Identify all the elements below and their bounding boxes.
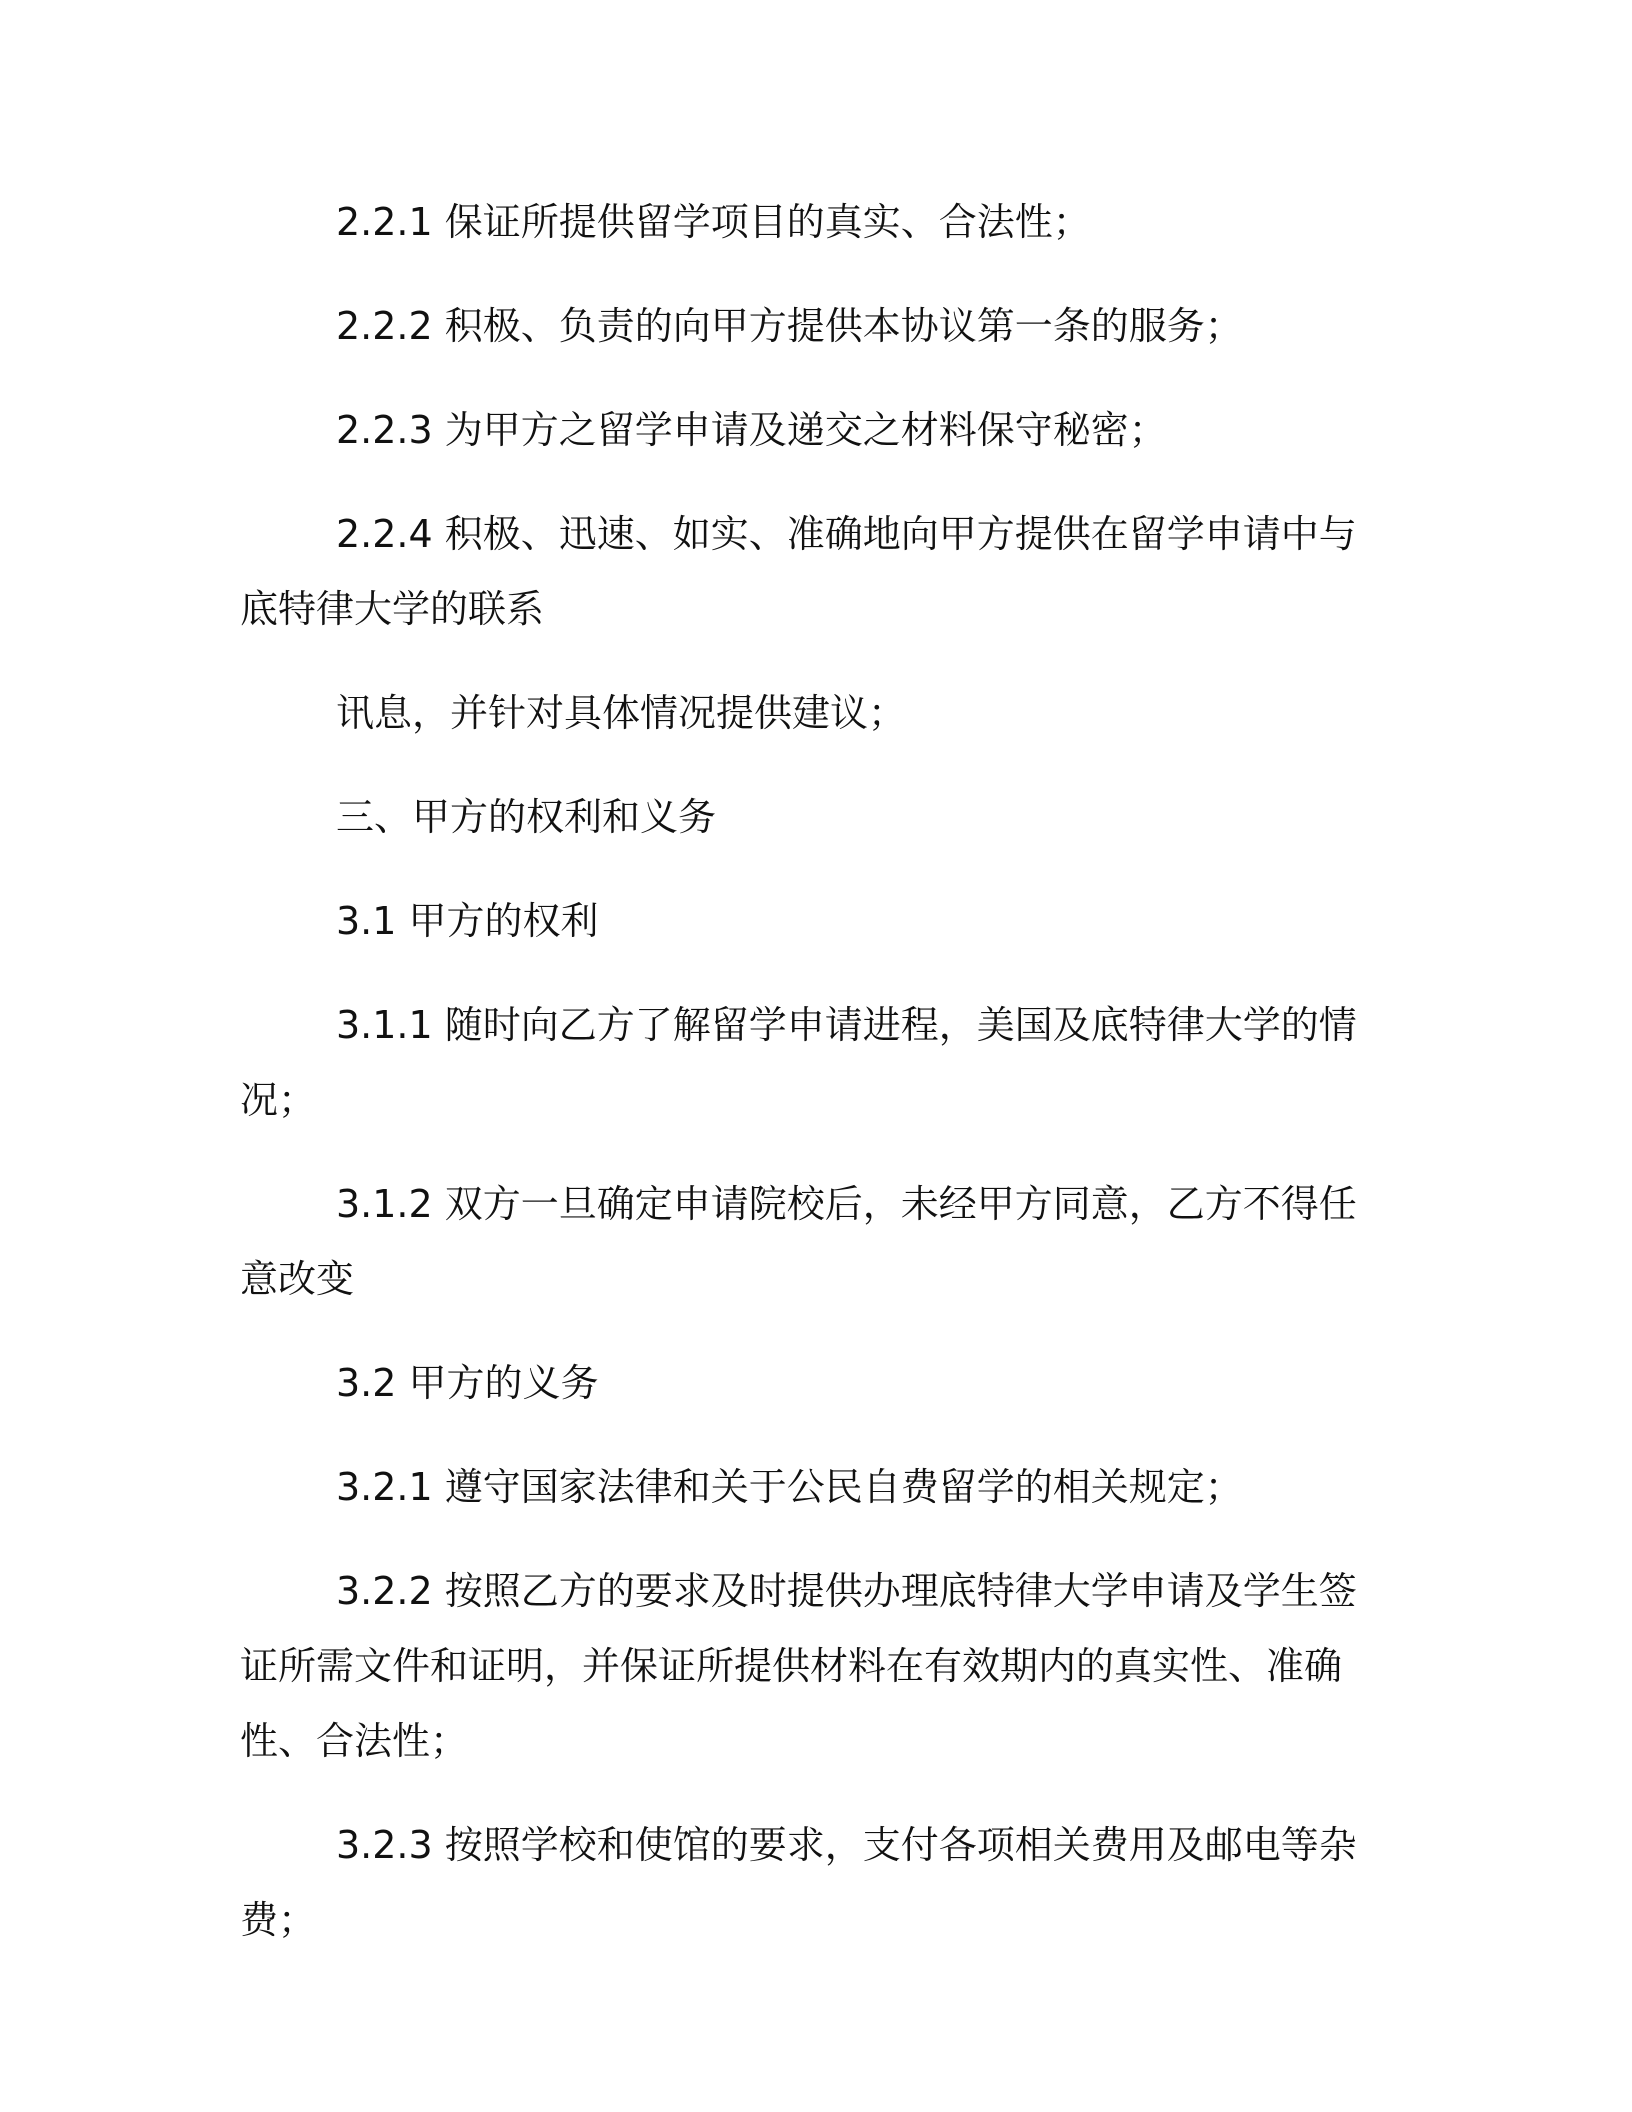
clause-3-2-2: 3.2.2 按照乙方的要求及时提供办理底特律大学申请及学生签证所需文件和证明，并保证所提供材料在有效期内的真实性、准确性、合法性；	[240, 1569, 1357, 1763]
clause-3-2-1: 3.2.1 遵守国家法律和关于公民自费留学的相关规定；	[336, 1465, 1243, 1509]
clause-3-2-3: 3.2.3 按照学校和使馆的要求，支付各项相关费用及邮电等杂费；	[240, 1823, 1357, 1942]
clause-2-2-1: 2.2.1 保证所提供留学项目的真实、合法性；	[336, 200, 1091, 244]
clause-3-2-heading: 3.2 甲方的义务	[336, 1361, 599, 1405]
clause-3-1-1: 3.1.1 随时向乙方了解留学申请进程，美国及底特律大学的情况；	[240, 1003, 1357, 1122]
section-3-heading: 三、甲方的权利和义务	[336, 795, 717, 839]
clause-2-2-2: 2.2.2 积极、负责的向甲方提供本协议第一条的服务；	[336, 304, 1243, 348]
clause-3-1-heading: 3.1 甲方的权利	[336, 899, 599, 943]
clause-2-2-4-continuation: 讯息，并针对具体情况提供建议；	[336, 691, 907, 735]
document-body	[240, 185, 1360, 1987]
clause-2-2-3: 2.2.3 为甲方之留学申请及递交之材料保守秘密；	[336, 408, 1167, 452]
clause-2-2-4: 2.2.4 积极、迅速、如实、准确地向甲方提供在留学申请中与底特律大学的联系	[240, 512, 1357, 631]
clause-3-1-2: 3.1.2 双方一旦确定申请院校后，未经甲方同意，乙方不得任意改变	[240, 1182, 1357, 1301]
